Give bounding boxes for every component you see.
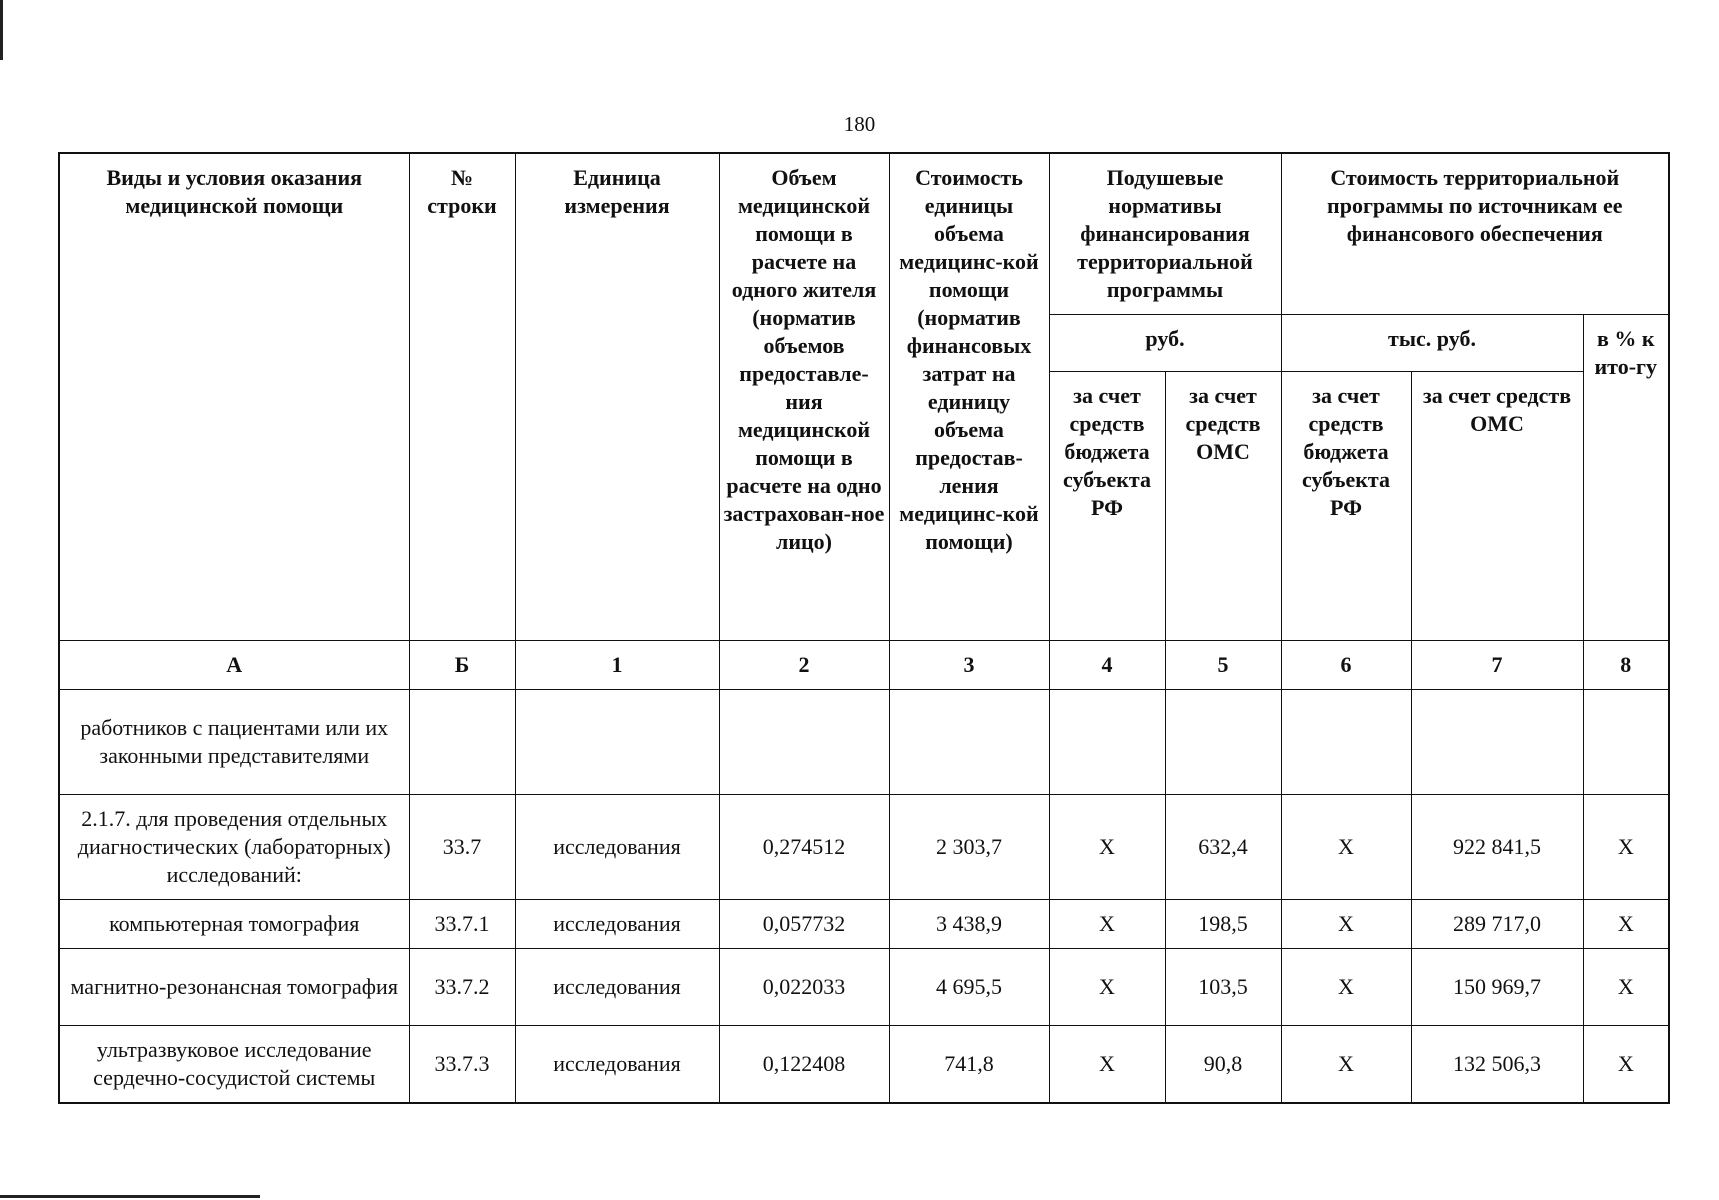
row-number: 33.7.3 [409,1026,515,1104]
row-value-2: 0,022033 [719,949,889,1026]
header-unit-thous-rub: тыс. руб. [1281,315,1583,372]
index-cell: Б [409,641,515,690]
header-col-7: за счет средств ОМС [1411,372,1583,641]
index-cell: 5 [1165,641,1281,690]
header-col-8: в % к ито-гу [1583,315,1669,641]
row-value-4: X [1049,1026,1165,1104]
row-value-7: 922 841,5 [1411,795,1583,900]
row-unit: исследования [515,1026,719,1104]
header-group-program-cost: Стоимость территориальной программы по источникам ее финансового обеспечения [1281,153,1669,315]
row-number [409,690,515,795]
row-label: компьютерная томография [59,900,409,949]
row-value-4 [1049,690,1165,795]
row-value-3: 3 438,9 [889,900,1049,949]
row-value-4: X [1049,900,1165,949]
row-unit: исследования [515,795,719,900]
row-value-8: X [1583,795,1669,900]
row-value-7 [1411,690,1583,795]
index-cell: 1 [515,641,719,690]
row-value-7: 289 717,0 [1411,900,1583,949]
page-number: 180 [843,112,876,136]
row-label: 2.1.7. для проведения отдельных диагностических (лабораторных) исследований: [59,795,409,900]
index-cell: А [59,641,409,690]
header-col-5: за счет средств ОМС [1165,372,1281,641]
row-number: 33.7.1 [409,900,515,949]
financing-table [58,152,1670,1104]
header-unit-rub: руб. [1049,315,1281,372]
index-cell: 7 [1411,641,1583,690]
header-col-2: Объем медицинской помощи в расчете на одного жителя (норматив объемов предоставле-ния медицинской помощи в расчете на одно застрахован-ное лицо) [719,153,889,641]
row-unit [515,690,719,795]
header-col-6: за счет средств бюджета субъекта РФ [1281,372,1411,641]
index-cell: 8 [1583,641,1669,690]
row-value-5: 103,5 [1165,949,1281,1026]
row-unit: исследования [515,900,719,949]
column-index-row [59,641,1669,690]
row-value-2: 0,057732 [719,900,889,949]
row-value-5 [1165,690,1281,795]
table-row [59,795,1669,900]
row-value-2: 0,274512 [719,795,889,900]
row-number: 33.7.2 [409,949,515,1026]
row-value-6: X [1281,795,1411,900]
row-value-6 [1281,690,1411,795]
header-group-per-capita: Подушевые нормативы финансирования территориальной программы [1049,153,1281,315]
row-value-8: X [1583,1026,1669,1104]
row-value-2: 0,122408 [719,1026,889,1104]
index-cell: 4 [1049,641,1165,690]
row-value-8: X [1583,949,1669,1026]
table-row [59,949,1669,1026]
row-value-3: 2 303,7 [889,795,1049,900]
header-col-a: Виды и условия оказания медицинской помощи [59,153,409,641]
row-unit: исследования [515,949,719,1026]
header-col-4: за счет средств бюджета субъекта РФ [1049,372,1165,641]
row-number: 33.7 [409,795,515,900]
index-cell: 3 [889,641,1049,690]
header-row-1 [59,153,1669,315]
scan-left-edge [0,0,3,60]
header-col-3: Стоимость единицы объема медицинс-кой помощи (норматив финансовых затрат на единицу объема предостав-ления медицинс-кой помощи) [889,153,1049,641]
row-value-6: X [1281,900,1411,949]
row-value-7: 150 969,7 [1411,949,1583,1026]
table-row [59,1026,1669,1104]
row-label: работников с пациентами или их законными представителями [59,690,409,795]
scan-bottom-edge [0,1195,260,1198]
row-value-3: 741,8 [889,1026,1049,1104]
row-value-3: 4 695,5 [889,949,1049,1026]
row-value-6: X [1281,1026,1411,1104]
row-value-6: X [1281,949,1411,1026]
row-value-7: 132 506,3 [1411,1026,1583,1104]
row-value-4: X [1049,949,1165,1026]
table-row [59,900,1669,949]
row-value-5: 90,8 [1165,1026,1281,1104]
row-value-3 [889,690,1049,795]
row-label: магнитно-резонансная томография [59,949,409,1026]
header-col-b: № строки [409,153,515,641]
row-value-2 [719,690,889,795]
row-label: ультразвуковое исследование сердечно-сосудистой системы [59,1026,409,1104]
index-cell: 6 [1281,641,1411,690]
table-row [59,690,1669,795]
header-col-1: Единица измерения [515,153,719,641]
row-value-8: X [1583,900,1669,949]
row-value-4: X [1049,795,1165,900]
row-value-5: 632,4 [1165,795,1281,900]
index-cell: 2 [719,641,889,690]
row-value-8 [1583,690,1669,795]
row-value-5: 198,5 [1165,900,1281,949]
